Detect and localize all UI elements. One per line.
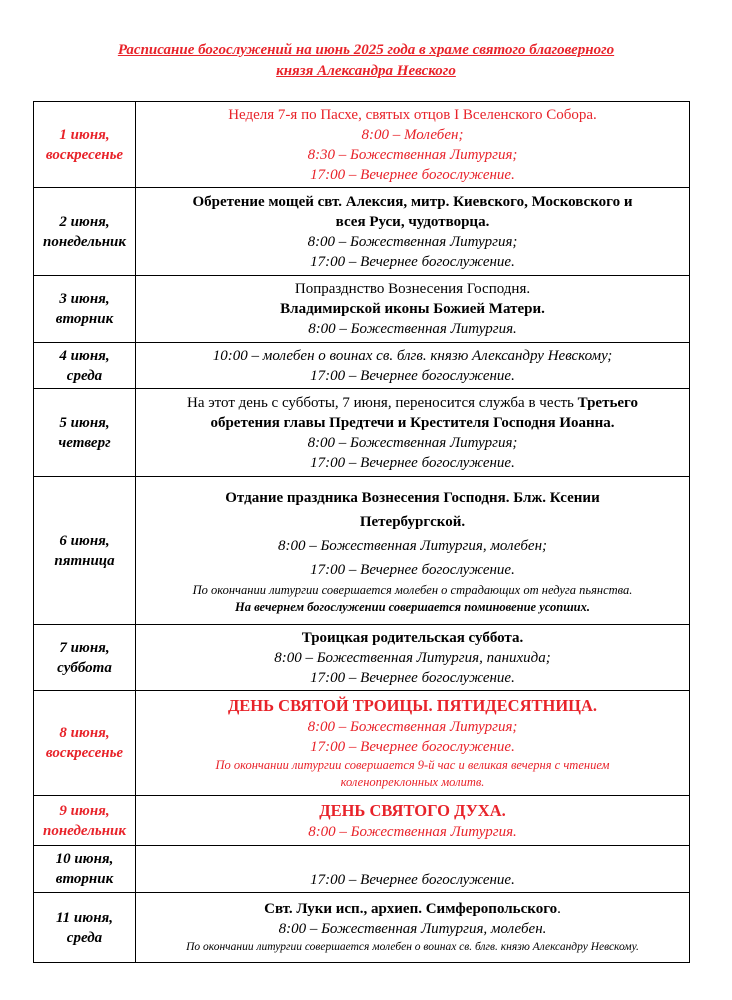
title-line-2: князя Александра Невского xyxy=(276,63,456,79)
service-time: 17:00 – Вечернее богослужение. xyxy=(310,872,515,888)
weekday-label: воскресенье xyxy=(45,146,124,163)
day-cell xyxy=(34,276,136,343)
feast-title: всея Руси, чудотворца. xyxy=(335,213,490,230)
service-cell xyxy=(136,625,690,691)
day-cell xyxy=(34,343,136,389)
service-cell xyxy=(136,796,690,846)
service-cell xyxy=(136,893,690,963)
feast-title: Троицкая родительская суббота. xyxy=(301,629,524,646)
service-cell xyxy=(136,188,690,276)
feast-title: Владимирской иконы Божией Матери. xyxy=(280,301,545,317)
date-label: 2 июня, xyxy=(59,213,110,230)
table-row xyxy=(34,846,690,893)
service-cell xyxy=(136,477,690,625)
service-time: 8:00 – Божественная Литургия, молебен. xyxy=(278,921,547,937)
service-cell xyxy=(136,846,690,893)
service-cell xyxy=(136,276,690,343)
service-time: 8:00 – Божественная Литургия. xyxy=(308,823,517,840)
table-row xyxy=(34,188,690,276)
weekday-label: четверг xyxy=(58,434,111,451)
service-time: 17:00 – Вечернее богослужение. xyxy=(310,561,515,578)
service-time: 17:00 – Вечернее богослужение. xyxy=(310,166,515,183)
service-note: По окончании литургии совершается молебен о страдающих от недуга пьянства. xyxy=(192,582,633,597)
table-row xyxy=(34,276,690,343)
service-cell xyxy=(136,343,690,389)
date-label: 3 июня, xyxy=(59,291,110,307)
weekday-label: вторник xyxy=(55,871,114,887)
service-cell xyxy=(136,389,690,477)
date-label: 11 июня, xyxy=(55,909,114,926)
weekday-label: понедельник xyxy=(42,822,126,839)
day-cell xyxy=(34,846,136,893)
feast-title-line xyxy=(136,899,689,919)
weekday-label: понедельник xyxy=(42,233,126,250)
table-row xyxy=(34,893,690,963)
day-cell xyxy=(34,691,136,796)
service-time: 8:00 – Божественная Литургия, панихида; xyxy=(274,649,551,666)
title-line-1: Расписание богослужений на июнь 2025 года в храме святого благоверного xyxy=(117,42,615,58)
service-time: 8:00 – Божественная Литургия; xyxy=(307,434,518,451)
service-time: 17:00 – Вечернее богослужение. xyxy=(310,669,515,686)
service-note: По окончании литургии совершается молебен о воинах св. блгв. князю Александру Невскому. xyxy=(186,941,639,953)
day-cell xyxy=(34,796,136,846)
date-label: 8 июня, xyxy=(59,725,110,741)
feast-title: Неделя 7-я по Пасхе, святых отцов I Вселенского Собора. xyxy=(228,106,597,123)
day-cell xyxy=(34,102,136,188)
service-cell xyxy=(136,691,690,796)
feast-title: Отдание праздника Вознесения Господня. Блж. Ксении xyxy=(225,489,600,506)
transfer-note-bold: Третьего xyxy=(577,394,638,411)
service-note: коленопреклонных молитв. xyxy=(340,775,485,789)
weekday-label: среда xyxy=(66,367,103,384)
feast-title: Петербургской. xyxy=(359,513,466,530)
service-time: 8:00 – Божественная Литургия, молебен; xyxy=(277,537,548,554)
service-time: 8:00 – Божественная Литургия; xyxy=(307,719,518,735)
transfer-note-text: На этот день с субботы, 7 июня, переносится служба в честь xyxy=(186,394,578,411)
service-time: 8:00 – Божественная Литургия; xyxy=(307,233,518,250)
service-time: 17:00 – Вечернее богослужение. xyxy=(310,367,515,384)
feast-title-period: . xyxy=(557,901,561,917)
feast-title: ДЕНЬ СВЯТОГО ДУХА. xyxy=(319,800,506,820)
date-label: 6 июня, xyxy=(59,532,110,549)
service-note: На вечернем богослужении совершается поминовение усопших. xyxy=(235,599,590,614)
feast-title: ДЕНЬ СВЯТОЙ ТРОИЦЫ. ПЯТИДЕСЯТНИЦА. xyxy=(227,696,598,715)
service-time: 8:00 – Божественная Литургия. xyxy=(308,321,517,337)
table-row xyxy=(34,102,690,188)
day-cell xyxy=(34,477,136,625)
weekday-label: вторник xyxy=(55,311,114,327)
feast-title: Попразднство Вознесения Господня. xyxy=(294,281,531,297)
table-row xyxy=(34,691,690,796)
page-title xyxy=(40,40,692,82)
date-label: 7 июня, xyxy=(59,639,110,656)
date-label: 10 июня, xyxy=(55,851,114,867)
service-cell xyxy=(136,102,690,188)
service-time: 17:00 – Вечернее богослужение. xyxy=(310,253,515,270)
day-cell xyxy=(34,188,136,276)
feast-title: Обретение мощей свт. Алексия, митр. Киевского, Московского и xyxy=(192,193,633,210)
table-row xyxy=(34,343,690,389)
table-row xyxy=(34,389,690,477)
date-label: 4 июня, xyxy=(59,347,110,364)
service-note: По окончании литургии совершается 9-й час и великая вечерня с чтением xyxy=(215,758,610,772)
weekday-label: среда xyxy=(66,929,103,946)
day-cell xyxy=(34,893,136,963)
feast-title: Свт. Луки исп., архиеп. Симферопольского xyxy=(264,901,558,917)
day-cell xyxy=(34,389,136,477)
weekday-label: воскресенье xyxy=(45,745,124,761)
table-row xyxy=(34,477,690,625)
day-cell xyxy=(34,625,136,691)
date-label: 5 июня, xyxy=(59,414,110,431)
service-time: 8:00 – Молебен; xyxy=(361,126,464,143)
service-time: 10:00 – молебен о воинах св. блгв. князю Александру Невскому; xyxy=(212,347,613,364)
date-label: 9 июня, xyxy=(59,802,110,819)
weekday-label: суббота xyxy=(57,659,112,676)
date-label: 1 июня, xyxy=(59,126,110,143)
weekday-label: пятница xyxy=(54,552,115,569)
service-time: 17:00 – Вечернее богослужение. xyxy=(310,739,515,755)
table-row xyxy=(34,625,690,691)
feast-title: обретения главы Предтечи и Крестителя Господня Иоанна. xyxy=(210,414,615,431)
service-time: 17:00 – Вечернее богослужение. xyxy=(310,454,515,471)
transfer-note xyxy=(136,393,689,413)
table-row xyxy=(34,796,690,846)
service-time: 8:30 – Божественная Литургия; xyxy=(307,146,518,163)
schedule-table xyxy=(33,101,690,963)
